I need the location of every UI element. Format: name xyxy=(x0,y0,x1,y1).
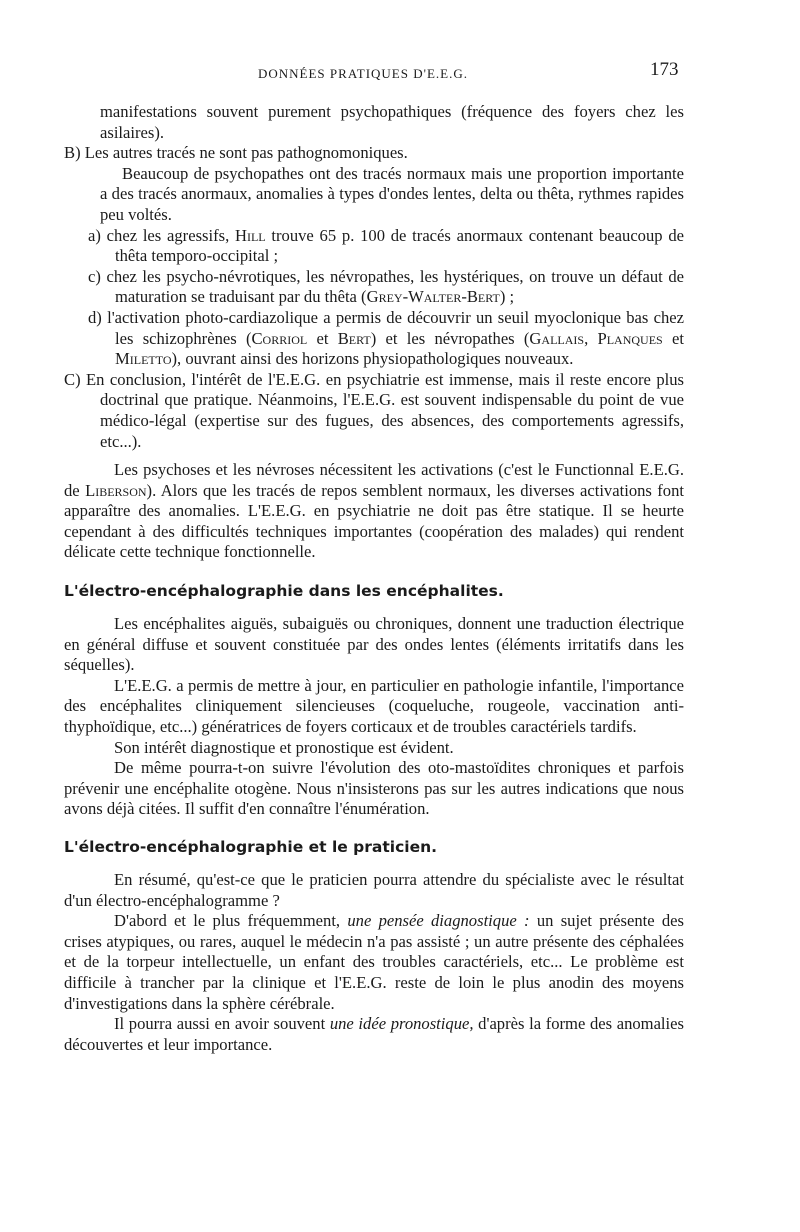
list-item-a xyxy=(64,226,684,267)
item-text: et xyxy=(316,328,329,348)
item-text: trouve 65 p. 100 de tracés anormaux contenant beaucoup de thêta temporo-occipital ; xyxy=(115,225,684,266)
paragraph-resume xyxy=(64,870,684,911)
item-label: C) xyxy=(64,369,81,389)
paragraph-text: Beaucoup de psychopathes ont des tracés normaux mais une proportion importante a des tracés anormaux, anomalies à types d'ondes lentes, delta ou thêta, rythmes rapides peu voltés. xyxy=(100,163,684,224)
paragraph-continuation xyxy=(64,102,684,143)
page-number: 173 xyxy=(650,59,679,80)
paragraph-oto-mastoidites xyxy=(64,758,684,820)
paragraph-text: Les psychoses et les névroses nécessitent les activations (c'est le Functionnal E.E.G. de xyxy=(64,460,684,500)
paragraph-interet xyxy=(64,738,684,759)
page-header xyxy=(0,60,800,84)
item-text: et xyxy=(672,328,684,348)
item-text: ), ouvrant ainsi des horizons physiopathologiques nouveaux. xyxy=(171,349,574,369)
author-name: Bert xyxy=(337,328,371,348)
paragraph-psychopathes xyxy=(64,164,684,226)
list-item-b xyxy=(64,143,684,164)
item-text: Les autres tracés ne sont pas pathognomoniques. xyxy=(84,143,408,163)
emphasis-text: une pensée diagnostique : xyxy=(347,911,530,931)
paragraph-text: Les encéphalites aiguës, subaiguës ou chroniques, donnent une traduction électrique en général diffuse et souvent constituée par des ondes lentes (éléments irritatifs dans les séquelles). xyxy=(64,614,684,675)
author-name: Gallais xyxy=(529,328,585,348)
item-text: En conclusion, l'intérêt de l'E.E.G. en psychiatrie est immense, mais il reste encore plus doctrinal que pratique. Néanmoins, l'E.E.G. est souvent indispensable du point de vue médico-légal (expertise sur des fugues, des absences, des comportements agressifs, etc...). xyxy=(86,369,684,451)
item-label: B) xyxy=(64,143,81,163)
list-item-C xyxy=(64,370,684,452)
list-item-c xyxy=(64,267,684,308)
author-name: Corriol xyxy=(251,328,308,348)
emphasis-text: une idée pronostique, xyxy=(329,1014,474,1034)
item-label: c) xyxy=(88,266,101,286)
item-text: chez les psycho-névrotiques, les névropathes, les hystériques, on trouve un défaut de maturation se traduisant par du thêta ( xyxy=(106,266,684,307)
author-name: Miletto xyxy=(115,349,172,369)
paragraph-pathologie-infantile xyxy=(64,676,684,738)
paragraph-psychoses xyxy=(64,460,684,563)
paragraph-text: L'E.E.G. a permis de mettre à jour, en particulier en pathologie infantile, l'importance des encéphalites cliniquement silencieuses (coqueluche, rougeole, vaccination anti-thyphoïdique, etc...) génératrices de foyers corticaux et de troubles caractériels tardifs. xyxy=(64,675,684,737)
author-name: Hill xyxy=(235,225,266,245)
item-text: chez les agressifs, xyxy=(106,225,230,245)
body-text xyxy=(64,102,684,1055)
section-heading-encephalites: L'électro-encéphalographie dans les encéphalites. xyxy=(64,582,504,601)
item-text: l'activation photo-cardiazolique a permis de découvrir un seuil myoclonique bas chez les schizophrènes ( xyxy=(107,307,685,348)
author-name: Planques xyxy=(597,328,663,348)
paragraph-text: manifestations souvent purement psychopathiques (fréquence des foyers chez les asilaires). xyxy=(100,102,684,142)
item-text: ) et les névropathes ( xyxy=(370,328,530,348)
paragraph-encephalites xyxy=(64,614,684,676)
item-text: , xyxy=(584,328,589,348)
item-label: d) xyxy=(88,307,102,327)
paragraph-diagnostique xyxy=(64,911,684,1014)
paragraph-text: D'abord et le plus fréquemment, xyxy=(114,911,341,931)
paragraph-text: De même pourra-t-on suivre l'évolution des oto-mastoïdites chroniques et parfois prévenir une encéphalite otogène. Nous n'insisterons pas sur les autres indications que nous avons déjà citées. Il suffit d'en connaître l'énumération. xyxy=(64,758,684,819)
section-heading-praticien: L'électro-encéphalographie et le praticien. xyxy=(64,838,438,856)
running-head: DONNÉES PRATIQUES D'E.E.G. xyxy=(258,66,468,81)
paragraph-text: En résumé, qu'est-ce que le praticien pourra attendre du spécialiste avec le résultat d'un électro-encéphalogramme ? xyxy=(64,870,684,910)
paragraph-text: ). Alors que les tracés de repos semblent normaux, les diverses activations font apparaître des anomalies. L'E.E.G. en psychiatrie ne doit pas être statique. Il se heurte cependant à des difficultés techniques importantes (coopération des malades) qui rendent délicate cette technique fonctionnelle. xyxy=(64,480,684,562)
paragraph-text: un sujet présente des crises atypiques, ou rares, auquel le médecin n'a pas assisté ; un autre présente des céphalées et de la torpeur intellectuelle, un enfant des troubles caractériels, etc... Le problème est difficile à trancher par la clinique et l'E.E.G. reste de loin le plus anodin des moyens d'investigations dans la sphère cérébrale. xyxy=(64,911,684,1013)
author-name: Grey-Walter-Bert xyxy=(366,287,500,307)
paragraph-text: Il pourra aussi en avoir souvent xyxy=(114,1014,326,1034)
paragraph-text: d'après la forme des anomalies découvertes et leur importance. xyxy=(64,1014,684,1054)
paragraph-pronostique xyxy=(64,1014,684,1055)
paragraph-text: Son intérêt diagnostique et pronostique est évident. xyxy=(114,737,454,757)
author-name: Liberson xyxy=(85,480,147,500)
item-label: a) xyxy=(88,225,101,245)
list-item-d xyxy=(64,308,684,370)
item-text: ) ; xyxy=(499,287,515,307)
